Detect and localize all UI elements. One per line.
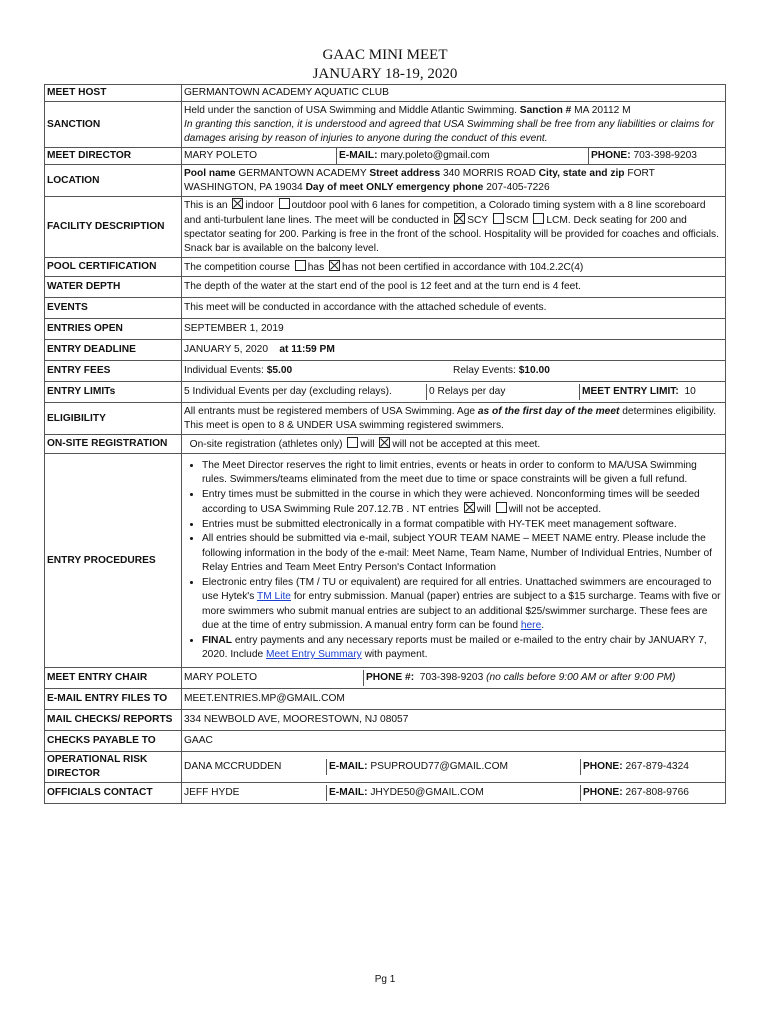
- row-onsite: [45, 435, 726, 454]
- individual-fee-label: Individual Events:: [184, 365, 264, 376]
- final-payment-text: entry payments and any necessary reports must be mailed or e-mailed to the entry chair by JANUARY 7, 2020. Include: [202, 634, 707, 660]
- row-mail-checks: [45, 710, 726, 731]
- facility-description: outdoor pool with 6 lanes for competition, a Colorado timing system with a 8 line scoreboard and anti-turbulent lane lines. The meet will be conducted in: [184, 200, 706, 226]
- label-email-files: E-MAIL ENTRY FILES TO: [45, 689, 182, 710]
- deadline-date: JANUARY 5, 2020: [184, 344, 269, 355]
- row-entries-open: [45, 319, 726, 340]
- row-water-depth: [45, 277, 726, 298]
- risk-director-email-label: E-MAIL:: [329, 761, 368, 772]
- scy-checkbox[interactable]: [454, 213, 465, 224]
- street-address: 340 MORRIS ROAD: [442, 167, 536, 179]
- city-state-zip: FORT WASHINGTON, PA 19034: [184, 167, 655, 193]
- entry-chair-name: MARY POLETO: [184, 672, 258, 683]
- officials-phone-cell: [581, 785, 726, 801]
- risk-director-email-cell: [327, 759, 581, 775]
- label-meet-director: MEET DIRECTOR: [45, 148, 182, 165]
- has-not-checkbox[interactable]: [329, 260, 340, 271]
- emergency-phone: 207-405-7226: [486, 181, 550, 193]
- label-checks-payable: CHECKS PAYABLE TO: [45, 731, 182, 752]
- scm-checkbox[interactable]: [493, 213, 504, 224]
- risk-director-email: PSUPROUD77@GMAIL.COM: [370, 761, 509, 772]
- value-eligibility: [182, 403, 726, 435]
- final-payment-tail: with payment.: [364, 649, 428, 660]
- label-procedures: ENTRY PROCEDURES: [45, 454, 182, 668]
- value-sanction: [182, 102, 726, 148]
- manual-entry-text: for entry submission. Manual (paper) entries are subject to a $15 surcharge. Teams with five or more swimmers who submit manual entries are subject to an additional $25/swimmer surcharge. These fees are due at the time of entry submission. A manual entry form can be found: [202, 591, 721, 631]
- row-entry-deadline: [45, 340, 726, 361]
- onsite-will-not-label: will not be accepted at this meet.: [392, 438, 541, 450]
- tm-lite-link[interactable]: TM Lite: [257, 591, 291, 602]
- value-procedures: [182, 454, 726, 668]
- value-pool-cert: [182, 258, 726, 277]
- lcm-label: LCM.: [546, 215, 571, 226]
- scm-label: SCM: [505, 215, 529, 226]
- value-onsite: [182, 435, 726, 454]
- onsite-will-label: will: [360, 438, 375, 450]
- nt-will-not-checkbox[interactable]: [496, 502, 507, 513]
- row-email-files: [45, 689, 726, 710]
- label-facility: FACILITY DESCRIPTION: [45, 197, 182, 258]
- meet-title: GAAC MINI MEET: [322, 47, 448, 63]
- relay-limit: 0 Relays per day: [427, 384, 580, 400]
- page-number: Pg 1: [374, 974, 396, 985]
- entry-chair-note: (no calls before 9:00 AM or after 9:00 PM): [486, 672, 676, 683]
- facility-intro: This is an: [184, 200, 228, 211]
- label-mail-checks: MAIL CHECKS/ REPORTS: [45, 710, 182, 731]
- city-label: City, state and zip: [538, 167, 625, 179]
- indoor-checkbox[interactable]: [232, 198, 243, 209]
- sanction-disclaimer: In granting this sanction, it is understood and agreed that USA Swimming shall be free from any liabilities or claims for damages arising by reason of injuries to anyone during the conduct of this event.: [184, 118, 715, 144]
- nt-will-checkbox[interactable]: [464, 502, 475, 513]
- row-location: [45, 165, 726, 197]
- individual-fee: $5.00: [266, 365, 293, 376]
- director-email: mary.poleto@gmail.com: [380, 150, 490, 161]
- individual-limit: 5 Individual Events per day (excluding relays).: [184, 386, 392, 397]
- label-pool-cert: POOL CERTIFICATION: [45, 258, 182, 277]
- risk-director-phone-label: PHONE:: [583, 761, 623, 772]
- risk-director-name: DANA MCCRUDDEN: [184, 761, 282, 772]
- onsite-will-checkbox[interactable]: [347, 437, 358, 448]
- procedure-item: [202, 488, 723, 518]
- entry-chair-phone-label: PHONE #:: [366, 672, 415, 683]
- sanction-number: MA 20112 M: [574, 104, 631, 116]
- row-pool-cert: [45, 258, 726, 277]
- scy-label: SCY: [467, 215, 489, 226]
- entry-chair-phone: 703-398-9203: [419, 672, 484, 683]
- pool-cert-intro: The competition course: [184, 261, 290, 273]
- row-sanction: [45, 102, 726, 148]
- meet-limit-label: MEET ENTRY LIMIT:: [582, 386, 679, 397]
- director-name: MARY POLETO: [184, 150, 258, 161]
- director-phone-cell: [589, 148, 726, 164]
- has-checkbox[interactable]: [295, 260, 306, 271]
- officials-email-label: E-MAIL:: [329, 787, 368, 798]
- label-onsite: ON-SITE REGISTRATION: [45, 435, 182, 454]
- value-facility: [182, 197, 726, 258]
- row-entry-chair: [45, 668, 726, 689]
- label-sanction: SANCTION: [45, 102, 182, 148]
- procedure-item: • All entries should be submitted via e-mail, subject YOUR TEAM NAME – MEET NAME entry. Please include the following information in the body of the e-mail: Meet Name, Team Name, Number of Individual Entries, Number of Relay Entries and Team Meet Entry Person's Contact Information: [202, 532, 723, 576]
- row-facility: [45, 197, 726, 258]
- nt-will-not-label: will not be accepted.: [508, 504, 602, 515]
- label-eligibility: ELIGIBILITY: [45, 403, 182, 435]
- row-entry-fees: [45, 361, 726, 382]
- facility-details: Deck seating for 200 and spectator seating for 200. Parking is free in the front of the school. Hospitality will be provided for coaches and officials. Snack bar is available on the balcony level.: [184, 215, 719, 254]
- eligibility-detail: determines eligibility. This meet is open to 8 & UNDER USA swimming registered swimmers.: [184, 405, 717, 431]
- procedures-list: [184, 459, 723, 663]
- street-label: Street address: [369, 167, 441, 179]
- pool-name: GERMANTOWN ACADEMY: [238, 167, 367, 179]
- officials-phone: 267-808-9766: [625, 787, 689, 798]
- sanction-number-label: Sanction #: [519, 104, 572, 116]
- outdoor-checkbox[interactable]: [279, 198, 290, 209]
- label-events: EVENTS: [45, 298, 182, 319]
- meet-limit-cell: [580, 384, 726, 400]
- label-risk-director: OPERATIONAL RISK DIRECTOR: [45, 752, 182, 783]
- row-meet-host: [45, 85, 726, 102]
- onsite-will-not-checkbox[interactable]: [379, 437, 390, 448]
- eligibility-age-rule: as of the first day of the meet: [477, 405, 620, 417]
- row-checks-payable: [45, 731, 726, 752]
- row-procedures: [45, 454, 726, 668]
- eligibility-text: All entrants must be registered members of USA Swimming. Age: [184, 405, 476, 417]
- label-entry-fees: ENTRY FEES: [45, 361, 182, 382]
- risk-director-phone-cell: [581, 759, 726, 775]
- label-entry-chair: MEET ENTRY CHAIR: [45, 668, 182, 689]
- pool-name-label: Pool name: [184, 167, 236, 179]
- row-events: [45, 298, 726, 319]
- label-water-depth: WATER DEPTH: [45, 277, 182, 298]
- officials-phone-label: PHONE:: [583, 787, 623, 798]
- row-risk-director: [45, 752, 726, 783]
- value-email-files: MEET.ENTRIES.MP@GMAIL.COM: [182, 689, 726, 710]
- emergency-phone-label: Day of meet ONLY emergency phone: [305, 181, 484, 193]
- row-entry-limits: [45, 382, 726, 403]
- officials-name: JEFF HYDE: [184, 787, 240, 798]
- director-phone: 703-398-9203: [633, 150, 697, 161]
- risk-director-phone: 267-879-4324: [625, 761, 689, 772]
- row-meet-director: [45, 148, 726, 165]
- deadline-time: at 11:59 PM: [279, 344, 335, 355]
- value-location: [182, 165, 726, 197]
- meet-entry-summary-link[interactable]: Meet Entry Summary: [266, 649, 362, 660]
- procedure-item: [202, 634, 723, 663]
- relay-fee-cell: [451, 363, 725, 379]
- label-officials: OFFICIALS CONTACT: [45, 783, 182, 804]
- manual-form-link[interactable]: here: [520, 620, 542, 631]
- officials-email-cell: [327, 785, 581, 801]
- value-meet-host: GERMANTOWN ACADEMY AQUATIC CLUB: [182, 85, 726, 102]
- meet-limit: 10: [684, 386, 696, 397]
- procedure-item: • Entries must be submitted electronically in a format compatible with HY-TEK meet management software.: [202, 518, 723, 533]
- indoor-label: indoor: [245, 200, 274, 211]
- entry-chair-phone-cell: [364, 670, 726, 686]
- meet-dates: JANUARY 18-19, 2020: [312, 66, 458, 82]
- value-mail-checks: 334 NEWBOLD AVE, MOORESTOWN, NJ 08057: [182, 710, 726, 731]
- value-entry-deadline: [182, 340, 726, 361]
- value-water-depth: The depth of the water at the start end of the pool is 12 feet and at the turn end is 4 feet.: [182, 277, 726, 298]
- label-entry-limits: ENTRY LIMITs: [45, 382, 182, 403]
- has-label: has: [307, 261, 325, 273]
- relay-fee-label: Relay Events:: [453, 365, 516, 376]
- lcm-checkbox[interactable]: [533, 213, 544, 224]
- procedure-item: • The Meet Director reserves the right to limit entries, events or heats in order to conform to MA/USA Swimming rules. Swimmers/teams eliminated from the meet due to time or space constraints will be given a full refund.: [202, 459, 723, 488]
- officials-email: JHYDE50@GMAIL.COM: [370, 787, 484, 798]
- value-checks-payable: GAAC: [182, 731, 726, 752]
- director-phone-label: PHONE:: [591, 150, 631, 161]
- has-not-label: has not been certified in accordance with 104.2.2C(4): [342, 261, 584, 273]
- value-events: This meet will be conducted in accordance with the attached schedule of events.: [182, 298, 726, 319]
- nt-will-label: will: [476, 504, 491, 515]
- row-eligibility: [45, 403, 726, 435]
- label-location: LOCATION: [45, 165, 182, 197]
- individual-fee-cell: [182, 363, 451, 379]
- electronic-entry-text: Electronic entry files (TM / TU or equivalent) are required for all entries. Unattached swimmers are encouraged to use Hytek's: [202, 576, 712, 602]
- meet-info-table: [44, 84, 726, 804]
- director-email-cell: [337, 148, 589, 164]
- nt-entries-text: Entry times must be submitted in the course in which they were achieved. Nonconforming times will be seeded according to USA Swimming Rule 207.12.7B . NT entries: [202, 488, 700, 515]
- label-entries-open: ENTRIES OPEN: [45, 319, 182, 340]
- label-entry-deadline: ENTRY DEADLINE: [45, 340, 182, 361]
- label-meet-host: MEET HOST: [45, 85, 182, 102]
- relay-fee: $10.00: [518, 365, 550, 376]
- onsite-text: On-site registration (athletes only): [189, 438, 343, 450]
- director-email-label: E-MAIL:: [339, 150, 378, 161]
- final-label: FINAL: [202, 634, 232, 646]
- value-entries-open: SEPTEMBER 1, 2019: [182, 319, 726, 340]
- row-officials: [45, 783, 726, 804]
- procedure-item: • Electronic entry files (TM / TU or equivalent) are required for all entries. Unattached swimmers are encouraged to use Hytek's TM Lite for entry submission. Manual (paper) entries are subject to a $15 surcharge. Teams with five or more swimmers who submit manual entries are subject to an additional $25/swimmer surcharge. These fees are due at the time of entry submission. A manual entry form can be found here.: [202, 576, 723, 634]
- sanction-text: Held under the sanction of USA Swimming and Middle Atlantic Swimming.: [184, 104, 517, 116]
